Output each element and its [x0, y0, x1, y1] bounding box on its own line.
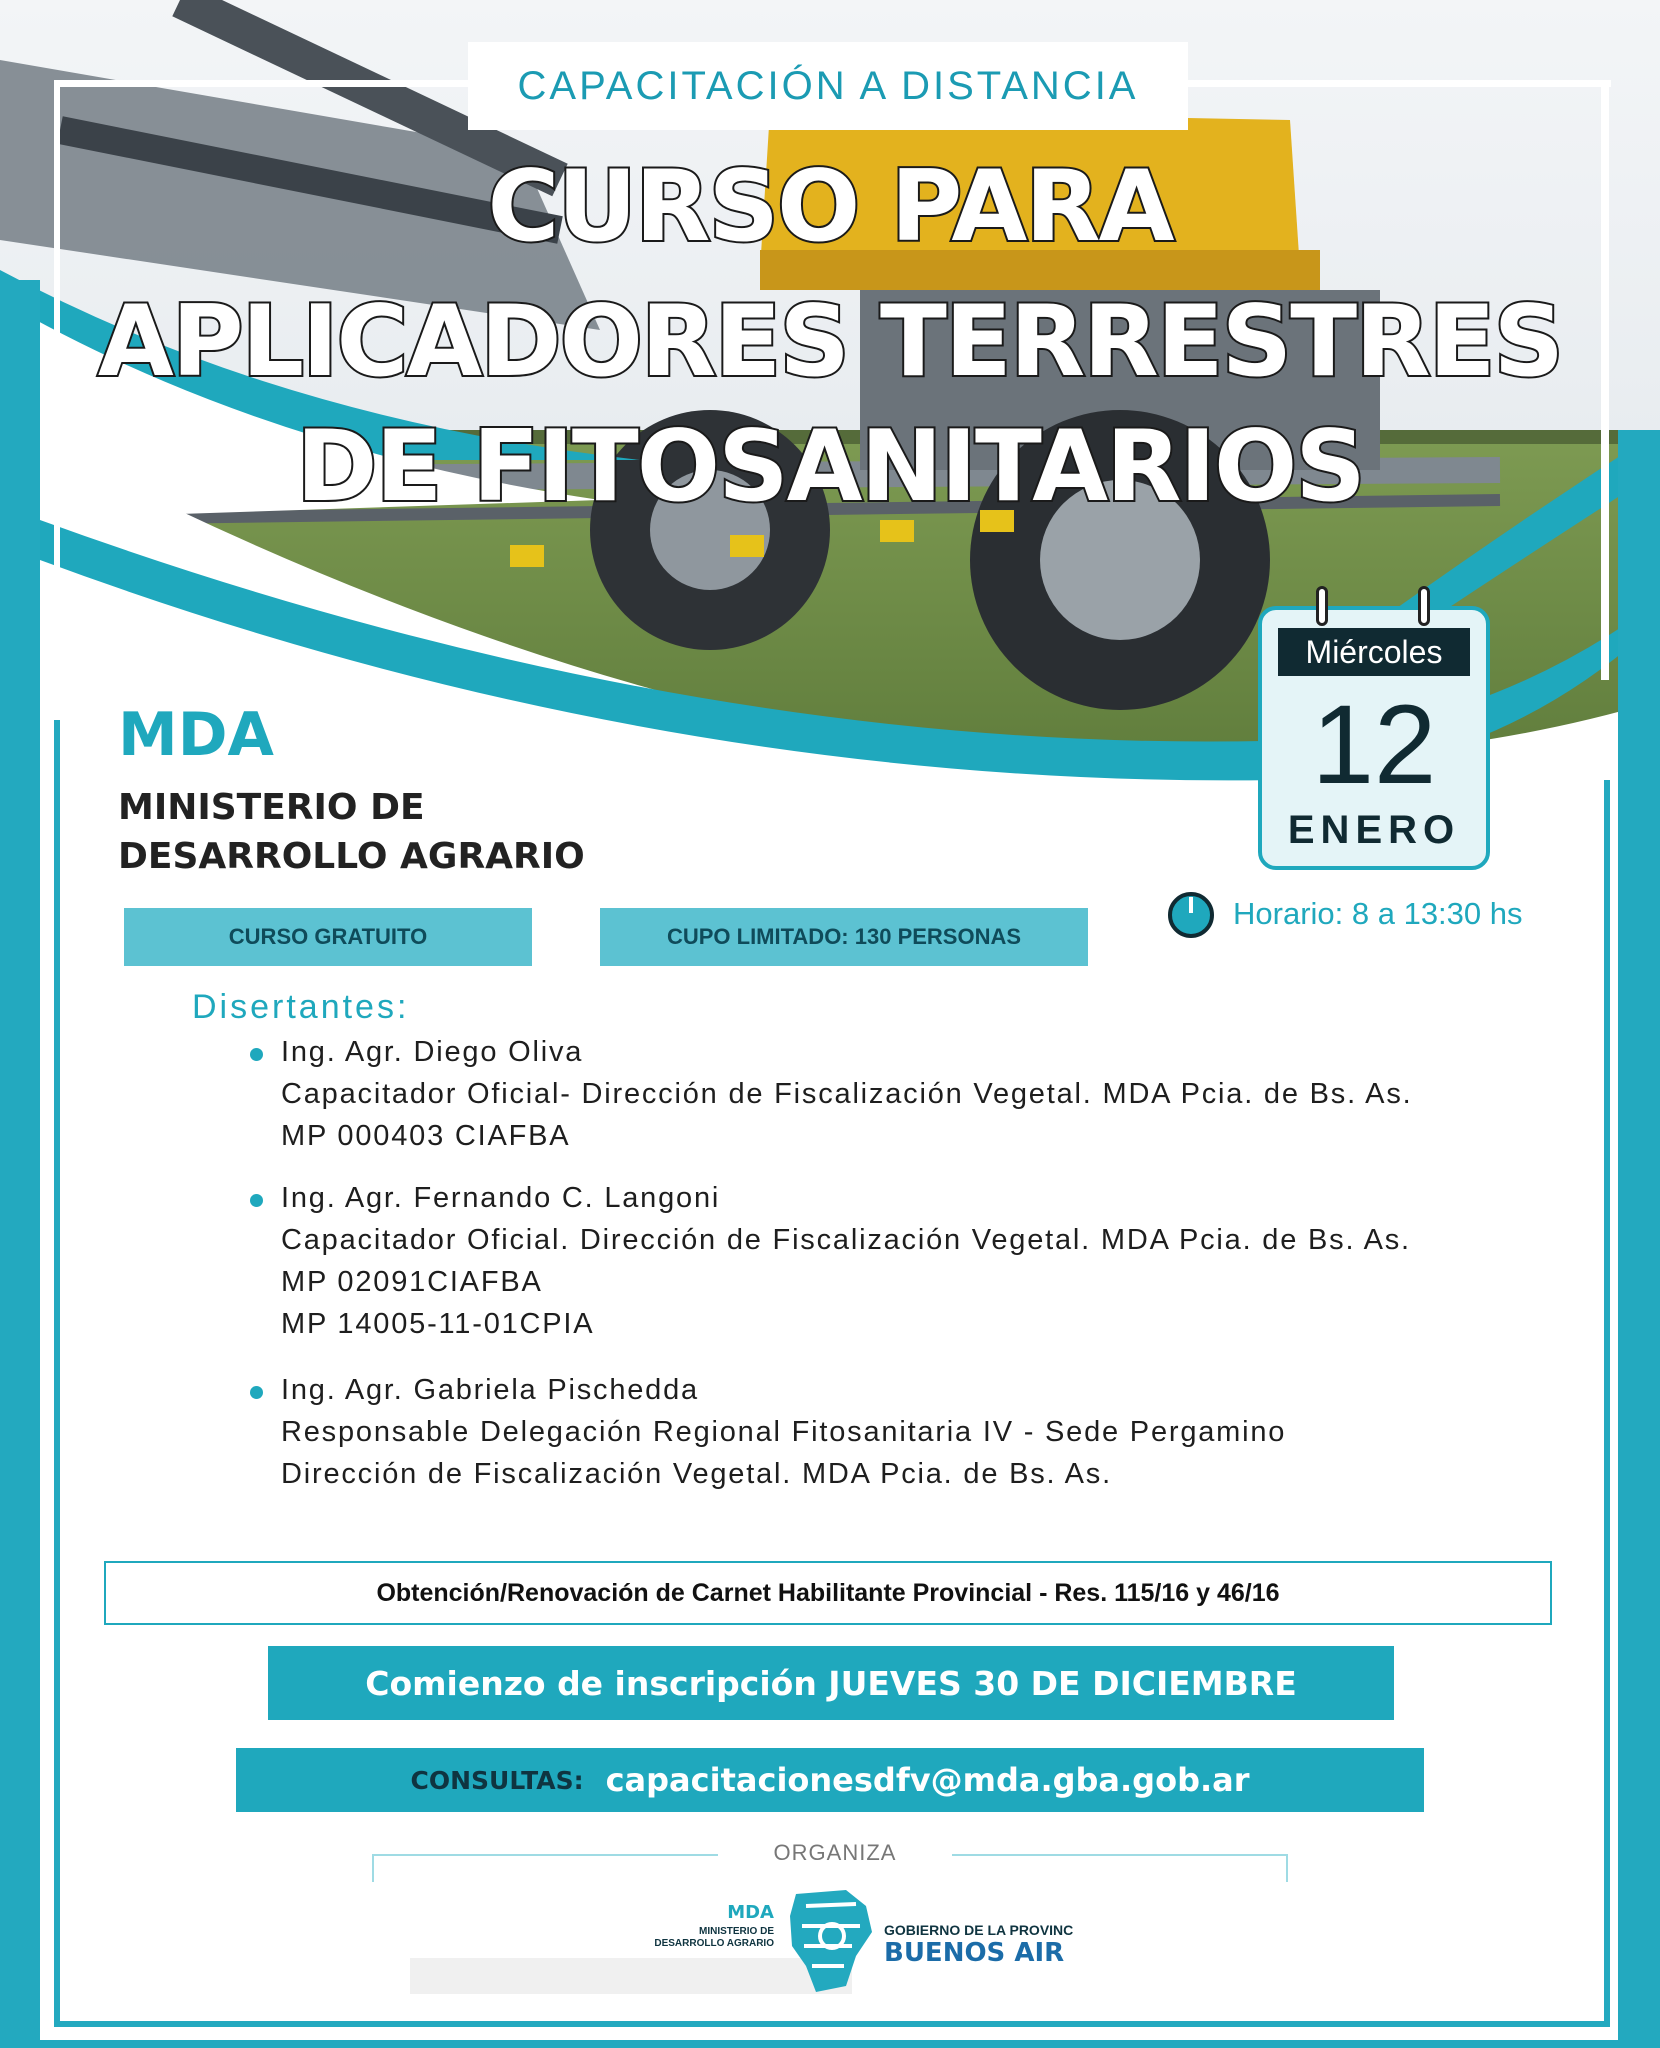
organiza-label: ORGANIZA [773, 1840, 897, 1865]
province-emblem-icon [786, 1886, 878, 1996]
speakers-title: Disertantes: [192, 988, 410, 1026]
carnet-banner: Obtención/Renovación de Carnet Habilitante Provincial - Res. 115/16 y 46/16 [104, 1561, 1552, 1625]
bullet-icon [250, 1386, 263, 1399]
bullet-icon [250, 1194, 263, 1207]
speaker-1-name: Ing. Agr. Diego Oliva [281, 1036, 584, 1068]
org-name-line-2: DESARROLLO AGRARIO [118, 836, 585, 877]
registration-banner: Comienzo de inscripción JUEVES 30 DE DICIEMBRE [268, 1646, 1394, 1720]
clock-hand [1189, 897, 1193, 913]
speaker-1-reg: MP 000403 CIAFBA [281, 1120, 571, 1152]
title-line-1: CURSO PARA [487, 150, 1173, 264]
org-short-name: MDA [118, 700, 274, 770]
gba-logo-line-1: GOBIERNO DE LA PROVINC [884, 1922, 1074, 1938]
mda-logo-line-1: MINISTERIO DE [698, 1926, 774, 1937]
speaker-2-role: Capacitador Oficial. Dirección de Fiscalización Vegetal. MDA Pcia. de Bs. As. [281, 1224, 1411, 1256]
mda-logo-line-2: DESARROLLO AGRARIO [654, 1938, 774, 1949]
tag-limited-capacity: CUPO LIMITADO: 130 PERSONAS [600, 908, 1088, 966]
speaker-2-reg-1: MP 02091CIAFBA [281, 1266, 543, 1298]
org-name-line-1: MINISTERIO DE [118, 787, 425, 828]
calendar-day-name: Miércoles [1278, 628, 1470, 676]
calendar-ring [1418, 586, 1430, 626]
speaker-3-role: Responsable Delegación Regional Fitosanitaria IV - Sede Pergamino [281, 1416, 1287, 1448]
top-label: CAPACITACIÓN A DISTANCIA [468, 42, 1188, 130]
title-line-2: APLICADORES TERRESTRES [97, 285, 1563, 399]
mda-logo-short: MDA [727, 1902, 774, 1923]
calendar-day-number: 12 [1311, 682, 1437, 807]
divider-line [1286, 1854, 1288, 1882]
speaker-2-reg-2: MP 14005-11-01CPIA [281, 1308, 595, 1340]
inner-frame-bottom [54, 2021, 1610, 2027]
contact-label: CONSULTAS: [410, 1765, 584, 1795]
divider-line [372, 1854, 374, 1882]
speaker-1-role: Capacitador Oficial- Dirección de Fiscalización Vegetal. MDA Pcia. de Bs. As. [281, 1078, 1413, 1110]
band-right [1618, 430, 1660, 2048]
title-line-3: DE FITOSANITARIOS [296, 410, 1364, 524]
speaker-3-dept: Dirección de Fiscalización Vegetal. MDA Pcia. de Bs. As. [281, 1458, 1112, 1490]
divider-line [952, 1854, 1288, 1856]
divider-line [372, 1854, 718, 1856]
schedule-text: Horario: 8 a 13:30 hs [1233, 896, 1523, 931]
gba-logo-line-2: BUENOS AIR [884, 1938, 1065, 1968]
contact-email-link[interactable]: capacitacionesdfv@mda.gba.gob.ar [605, 1761, 1250, 1799]
bullet-icon [250, 1048, 263, 1061]
calendar-ring [1316, 586, 1328, 626]
inner-frame-left [54, 720, 60, 2027]
inner-frame-right [1604, 780, 1610, 2027]
speaker-2-name: Ing. Agr. Fernando C. Langoni [281, 1182, 721, 1214]
band-left [0, 280, 40, 2048]
calendar-month: ENERO [1287, 808, 1461, 852]
speaker-3-name: Ing. Agr. Gabriela Pischedda [281, 1374, 699, 1406]
band-bottom [0, 2040, 1660, 2048]
tag-free-course: CURSO GRATUITO [124, 908, 532, 966]
contact-banner [236, 1748, 1424, 1812]
